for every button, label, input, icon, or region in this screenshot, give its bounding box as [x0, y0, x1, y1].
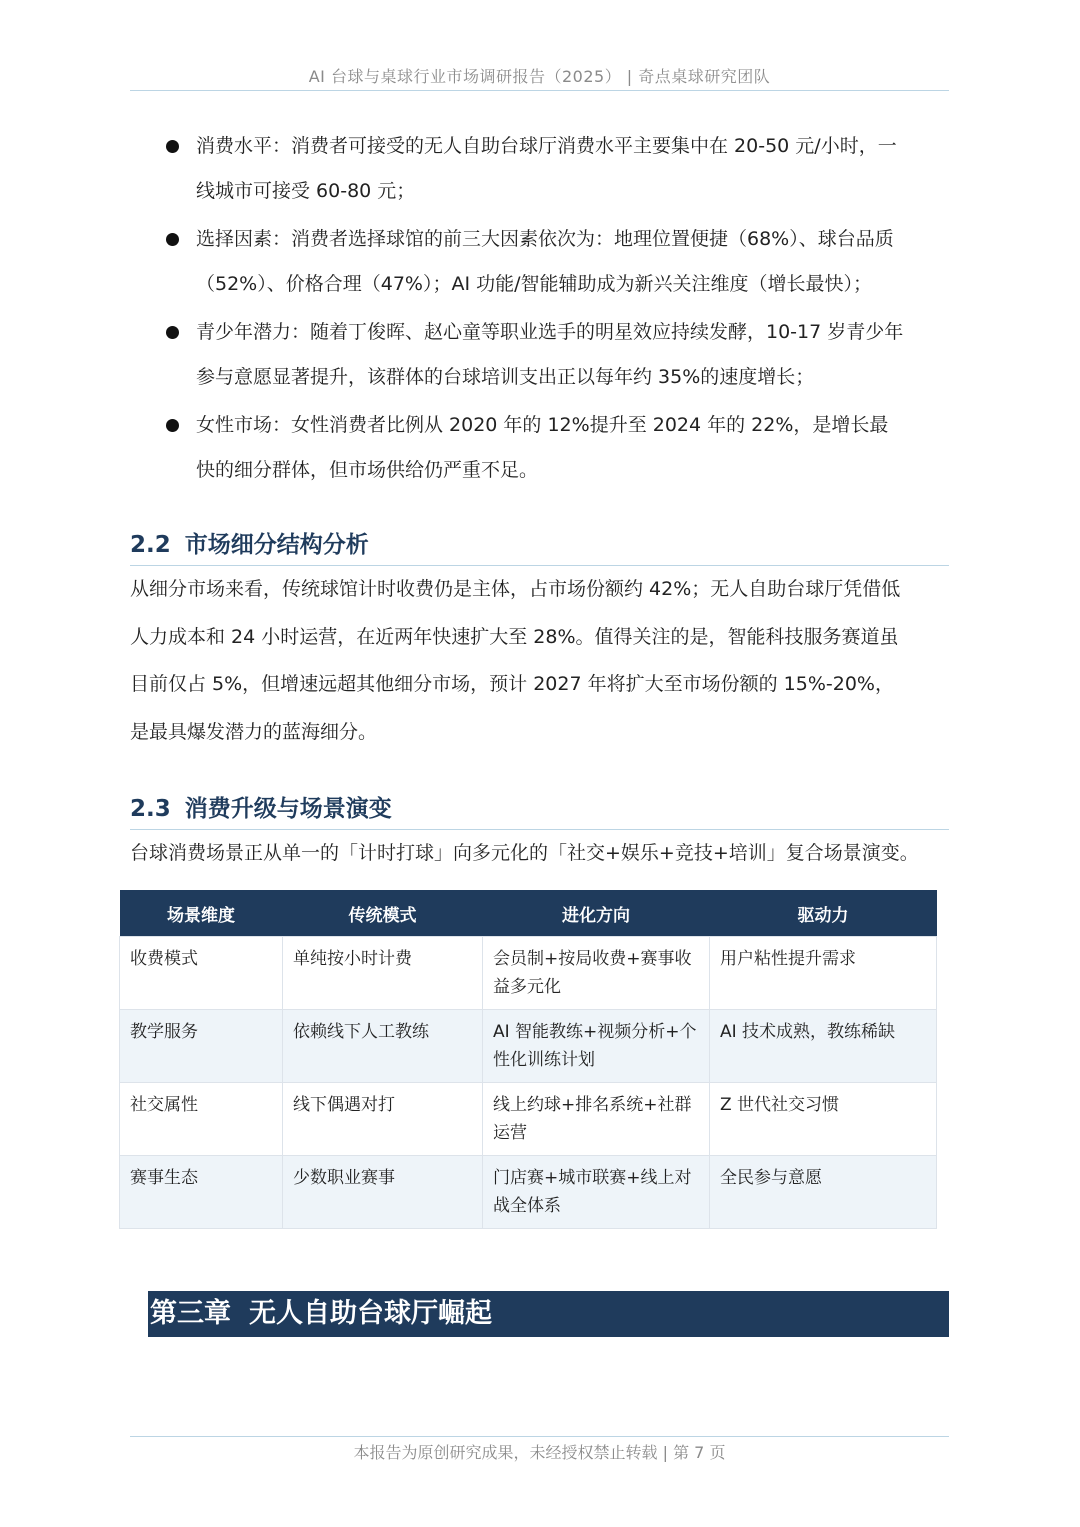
- bullet-item-female-market: [160, 403, 950, 493]
- bullet-line: 女性市场：女性消费者比例从 2020 年的 12%提升至 2024 年的 22%，是增长最: [196, 414, 889, 436]
- section-heading-2-3: [130, 790, 949, 830]
- bullet-dot-icon: [166, 326, 179, 339]
- bullet-item-youth-potential: [160, 310, 950, 400]
- table-header-cell: 传统模式: [283, 890, 483, 937]
- footer-divider: [130, 1436, 949, 1437]
- section-title: 消费升级与场景演变: [184, 796, 392, 822]
- scene-evolution-table: [119, 890, 937, 1229]
- table-cell: 线上约球+排名系统+社群运营: [483, 1083, 710, 1156]
- page-footer: [130, 1440, 949, 1463]
- table-row: [120, 1156, 937, 1229]
- bullet-list: [160, 124, 950, 496]
- table-header-cell: 驱动力: [710, 890, 937, 937]
- table-row: [120, 1083, 937, 1156]
- chapter-title: 无人自助台球厅崛起: [249, 1298, 492, 1329]
- paragraph-line: 是最具爆发潜力的蓝海细分。: [130, 720, 378, 743]
- table-cell: 赛事生态: [120, 1156, 283, 1229]
- paragraph-line: 台球消费场景正从单一的「计时打球」向多元化的「社交+娱乐+竞技+培训」复合场景演变。: [130, 842, 919, 864]
- bullet-line: 线城市可接受 60-80 元；: [196, 180, 416, 202]
- section-number: 2.3: [130, 796, 171, 822]
- table-cell: 收费模式: [120, 937, 283, 1010]
- bullet-item-selection-factors: [160, 217, 950, 307]
- footer-text: 本报告为原创研究成果，未经授权禁止转载 | 第 7 页: [353, 1443, 726, 1462]
- table-cell: Z 世代社交习惯: [710, 1083, 937, 1156]
- section-heading-2-2: [130, 526, 949, 566]
- bullet-line: 快的细分群体，但市场供给仍严重不足。: [196, 459, 539, 481]
- table-cell: 教学服务: [120, 1010, 283, 1083]
- table-cell: 社交属性: [120, 1083, 283, 1156]
- section-title: 市场细分结构分析: [184, 532, 369, 558]
- table-cell: 线下偶遇对打: [283, 1083, 483, 1156]
- table-cell: AI 技术成熟，教练稀缺: [710, 1010, 937, 1083]
- table-cell: 门店赛+城市联赛+线上对战全体系: [483, 1156, 710, 1229]
- paragraph-line: 从细分市场来看，传统球馆计时收费仍是主体，占市场份额约 42%；无人自助台球厅凭借低: [130, 578, 901, 600]
- bullet-line: （52%）、价格合理（47%）；AI 功能/智能辅助成为新兴关注维度（增长最快）；: [196, 273, 873, 295]
- section-number: 2.2: [130, 532, 171, 558]
- table-cell: 会员制+按局收费+赛事收益多元化: [483, 937, 710, 1010]
- paragraph-line: 目前仅占 5%，但增速远超其他细分市场，预计 2027 年将扩大至市场份额的 15%-20%，: [130, 673, 894, 695]
- chapter-number: 第三章: [150, 1298, 231, 1329]
- bullet-dot-icon: [166, 419, 179, 432]
- chapter-heading: [148, 1291, 949, 1337]
- bullet-dot-icon: [166, 233, 179, 246]
- bullet-line: 消费水平：消费者可接受的无人自助台球厅消费水平主要集中在 20-50 元/小时，一: [196, 135, 897, 157]
- section-2-2-paragraph: [130, 566, 952, 756]
- header-text: AI 台球与桌球行业市场调研报告（2025） | 奇点桌球研究团队: [308, 67, 771, 86]
- table-row: [120, 937, 937, 1010]
- bullet-item-consumption-level: [160, 124, 950, 214]
- bullet-dot-icon: [166, 140, 179, 153]
- bullet-line: 选择因素：消费者选择球馆的前三大因素依次为：地理位置便捷（68%）、球台品质: [196, 228, 894, 250]
- paragraph-line: 人力成本和 24 小时运营，在近两年快速扩大至 28%。值得关注的是，智能科技服务赛道虽: [130, 625, 899, 648]
- table-row: [120, 1010, 937, 1083]
- table-cell: AI 智能教练+视频分析+个性化训练计划: [483, 1010, 710, 1083]
- bullet-line: 青少年潜力：随着丁俊晖、赵心童等职业选手的明星效应持续发酵，10-17 岁青少年: [196, 321, 904, 343]
- header-divider: [130, 90, 949, 91]
- table-header-cell: 场景维度: [120, 890, 283, 937]
- table-cell: 单纯按小时计费: [283, 937, 483, 1010]
- table-cell: 全民参与意愿: [710, 1156, 937, 1229]
- table-cell: 依赖线下人工教练: [283, 1010, 483, 1083]
- section-2-3-intro: [130, 830, 952, 878]
- table-cell: 少数职业赛事: [283, 1156, 483, 1229]
- table-header-row: [120, 890, 937, 937]
- table-cell: 用户粘性提升需求: [710, 937, 937, 1010]
- page-header: [130, 64, 949, 90]
- table-header-cell: 进化方向: [483, 890, 710, 937]
- bullet-line: 参与意愿显著提升，该群体的台球培训支出正以每年约 35%的速度增长；: [196, 366, 815, 388]
